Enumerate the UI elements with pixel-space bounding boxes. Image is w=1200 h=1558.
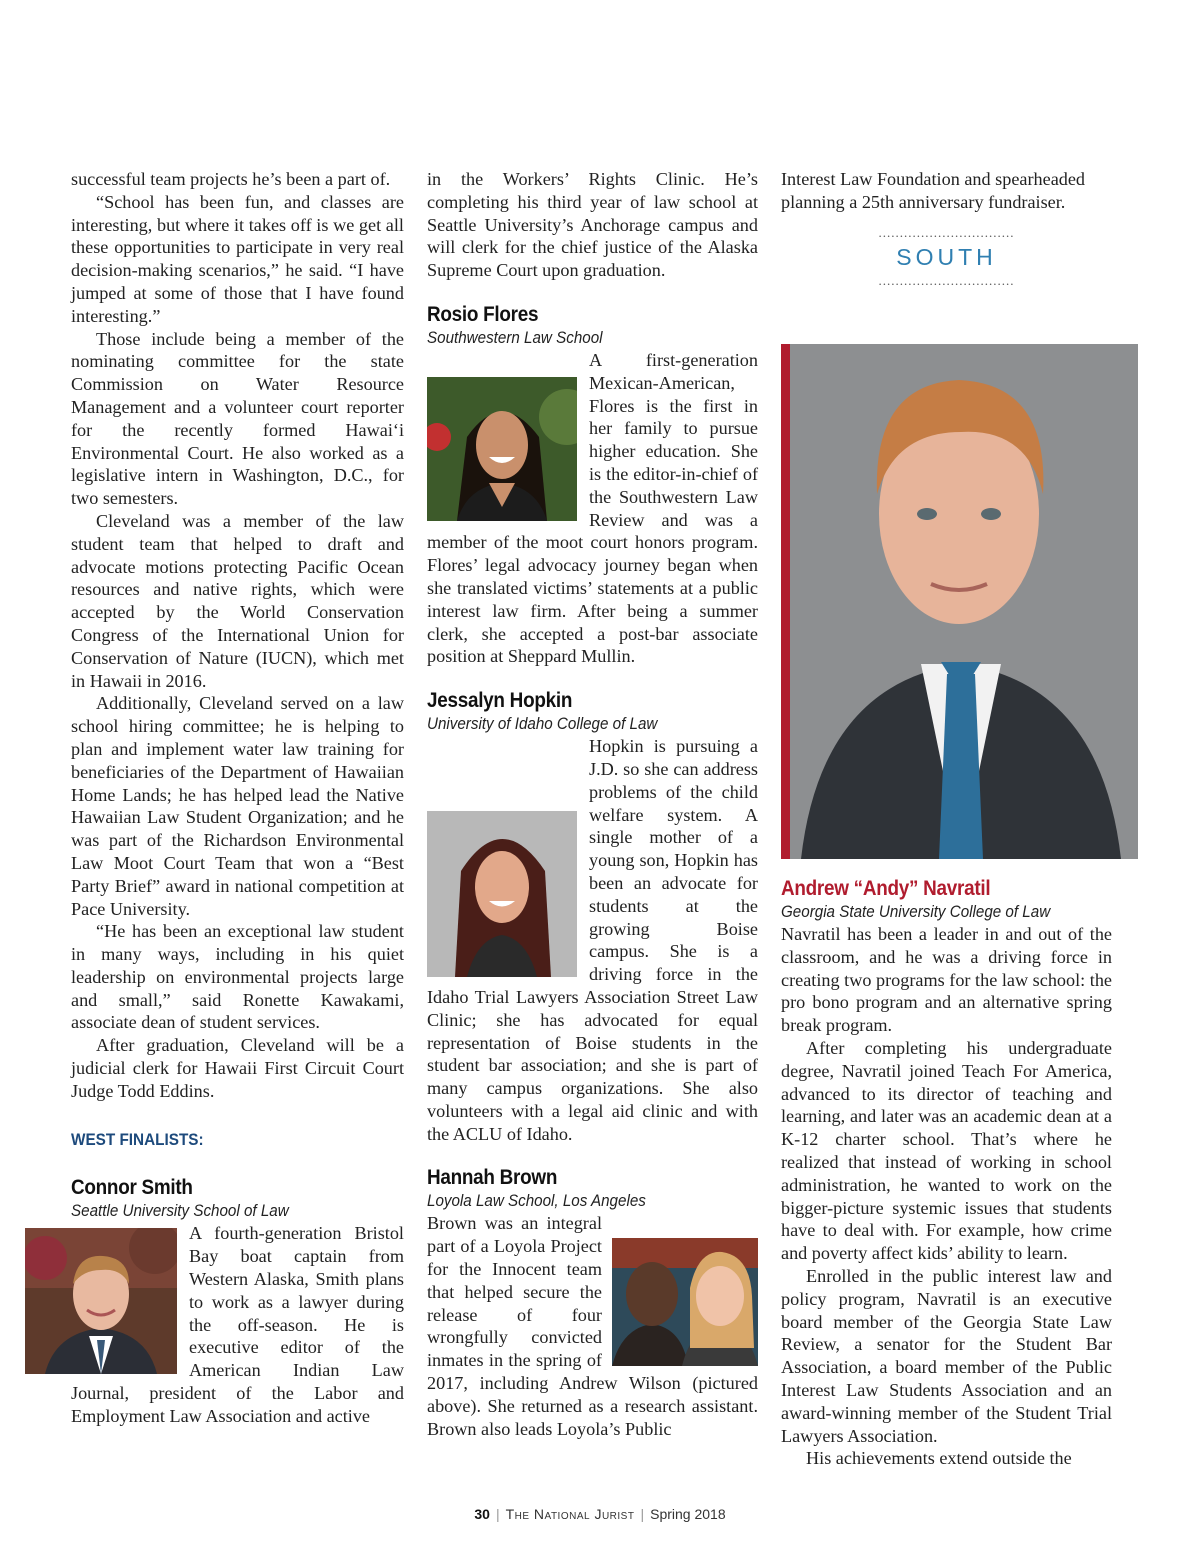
- finalist-school: Loyola Law School, Los Angeles: [427, 1192, 646, 1211]
- paragraph: successful team projects he’s been a part of.: [71, 169, 391, 189]
- finalist-name: Andrew “Andy” Navratil: [781, 877, 991, 900]
- finalist-name: Jessalyn Hopkin: [427, 689, 573, 713]
- rosio-flores-photo: [427, 377, 577, 521]
- paragraph: After graduation, Cleveland will be a judicial clerk for Hawaii First Circuit Court Judge Todd Eddins.: [71, 1035, 404, 1101]
- issue-date: Spring 2018: [650, 1506, 726, 1522]
- paragraph: Enrolled in the public interest law and policy program, Navratil is an executive board member of the Georgia State Law Review, a senator for the Student Bar Association, a board member of the Public Interest Law Students Association and an award-winning member of the Student Trial Lawyers Association.: [781, 1265, 1112, 1446]
- divider-dots: ................................: [878, 224, 1015, 240]
- finalist-bio: Brown was an integral part of a Loyola Project for the Innocent team that helped secure the release of four wrongfully convicted inmates in the spring of 2017, including Andrew Wilson (pictured above). She returned as a research assistant. Brown also leads Loyola’s Public: [427, 1213, 758, 1439]
- section-title: SOUTH: [896, 243, 997, 270]
- finalist-bio: Hopkin is pursuing a J.D. so she can address problems of the child welfare system. A single mother of a young son, Hopkin has been an advocate for students at the growing Boise campus. She is a driving force in the Idaho Trial Lawyers Association Street Law Clinic; she has advocated for equal representation of Boise students in the student bar association; and she is part of many campus organizations. She also volunteers with a legal aid clinic and with the ACLU of Idaho.: [427, 736, 758, 1144]
- andrew-navratil-photo: [781, 344, 1138, 859]
- hannah-brown-photo: [612, 1238, 758, 1366]
- page-footer: 30 | The National Jurist | Spring 2018: [474, 1506, 726, 1522]
- page-number: 30: [474, 1506, 490, 1522]
- paragraph: in the Workers’ Rights Clinic. He’s completing his third year of law school at Seattle University’s Anchorage campus and will clerk for the chief justice of the Alaska Supreme Court upon graduation.: [427, 169, 758, 281]
- finalist-school: Southwestern Law School: [427, 328, 603, 347]
- finalist-bio: A first-generation Mexican-American, Flores is the first in her family to pursue higher education. She is the editor-in-chief of the Southwestern Law Review and was a member of the moot court honors program. Flores’ legal advocacy journey began when she translated victims’ statements at a public interest law firm. After being a summer clerk, she accepted a post-bar associate position at Sheppard Mullin.: [427, 349, 758, 668]
- column-2: [427, 168, 758, 1440]
- finalist-bio: A fourth-generation Bristol Bay boat captain from Western Alaska, Smith plans to work as a lawyer during the off-season. He is executive editor of the American Indian Law Journal, president of the Labor and Employment Law Association and active: [71, 1222, 404, 1427]
- paragraph: Those include being a member of the nominating committee for the state Commission on Water Resource Management and a volunteer court reporter for the recently formed Hawai‘i Environmental Court. He also worked as a legislative intern in Washington, D.C., for two semesters.: [71, 328, 404, 509]
- finalist-school: Seattle University School of Law: [71, 1202, 289, 1221]
- jessalyn-hopkin-photo: [427, 811, 577, 977]
- paragraph: “He has been an exceptional law student in many ways, including in his quiet leadership on environmental projects large and small,” said Ronette Kawakami, associate dean of student services.: [71, 921, 404, 1033]
- paragraph: His achievements extend outside the: [806, 1448, 1072, 1469]
- finalist-name: Rosio Flores: [427, 302, 539, 326]
- paragraph: Interest Law Foundation and spearheaded planning a 25th anniversary fundraiser.: [781, 169, 1086, 212]
- paragraph: Navratil has been a leader in and out of the classroom, and he was a driving force in creating two programs for the law school: the pro bono program and an alternative spring break program.: [781, 924, 1112, 1036]
- paragraph: “School has been fun, and classes are interesting, but where it takes off is we get all these opportunities to participate in very real decision-making scenarios,” he said. “I have jumped at some of those that I have found interesting.”: [71, 191, 404, 326]
- magazine-name: The National Jurist: [505, 1506, 635, 1522]
- south-section-divider: [781, 226, 1112, 288]
- finalist-name: Hannah Brown: [427, 1166, 558, 1190]
- finalist-school: University of Idaho College of Law: [427, 715, 658, 734]
- west-finalists-heading: WEST FINALISTS:: [71, 1129, 204, 1149]
- andy-bio-block: [781, 876, 1112, 1470]
- paragraph: Additionally, Cleveland served on a law school hiring committee; he is helping to plan and implement water law training for beneficiaries of the Department of Hawaiian Home Lands; he has helped lead the Native Hawaiian Law Student Organization; and he was part of the Richardson Environmental Law Moot Court Team that won a “Best Party Brief” award in national competition at Pace University.: [71, 693, 404, 919]
- finalist-school: Georgia State University College of Law: [781, 903, 1051, 921]
- paragraph: After completing his undergraduate degree, Navratil joined Teach For America, advanced to its director of teaching and learning, and later was an academic dean at a K-12 charter school. That’s where he realized that instead of working in school administration, he wanted to work on the bigger-picture systemic issues that students have to deal with. For example, how crime and poverty affect kids’ ability to learn.: [781, 1037, 1112, 1264]
- column-1: [71, 168, 404, 1428]
- finalist-name: Connor Smith: [71, 1176, 193, 1200]
- divider-dots: ................................: [878, 272, 1015, 288]
- column-3: [781, 168, 1112, 288]
- paragraph: Cleveland was a member of the law student team that helped to draft and advocate motions protecting Pacific Ocean resources and native rights, which were accepted by the World Conservation Congress of the International Union for Conservation of Nature (IUCN), which met in Hawaii in 2016.: [71, 510, 404, 691]
- connor-smith-photo: [25, 1228, 177, 1374]
